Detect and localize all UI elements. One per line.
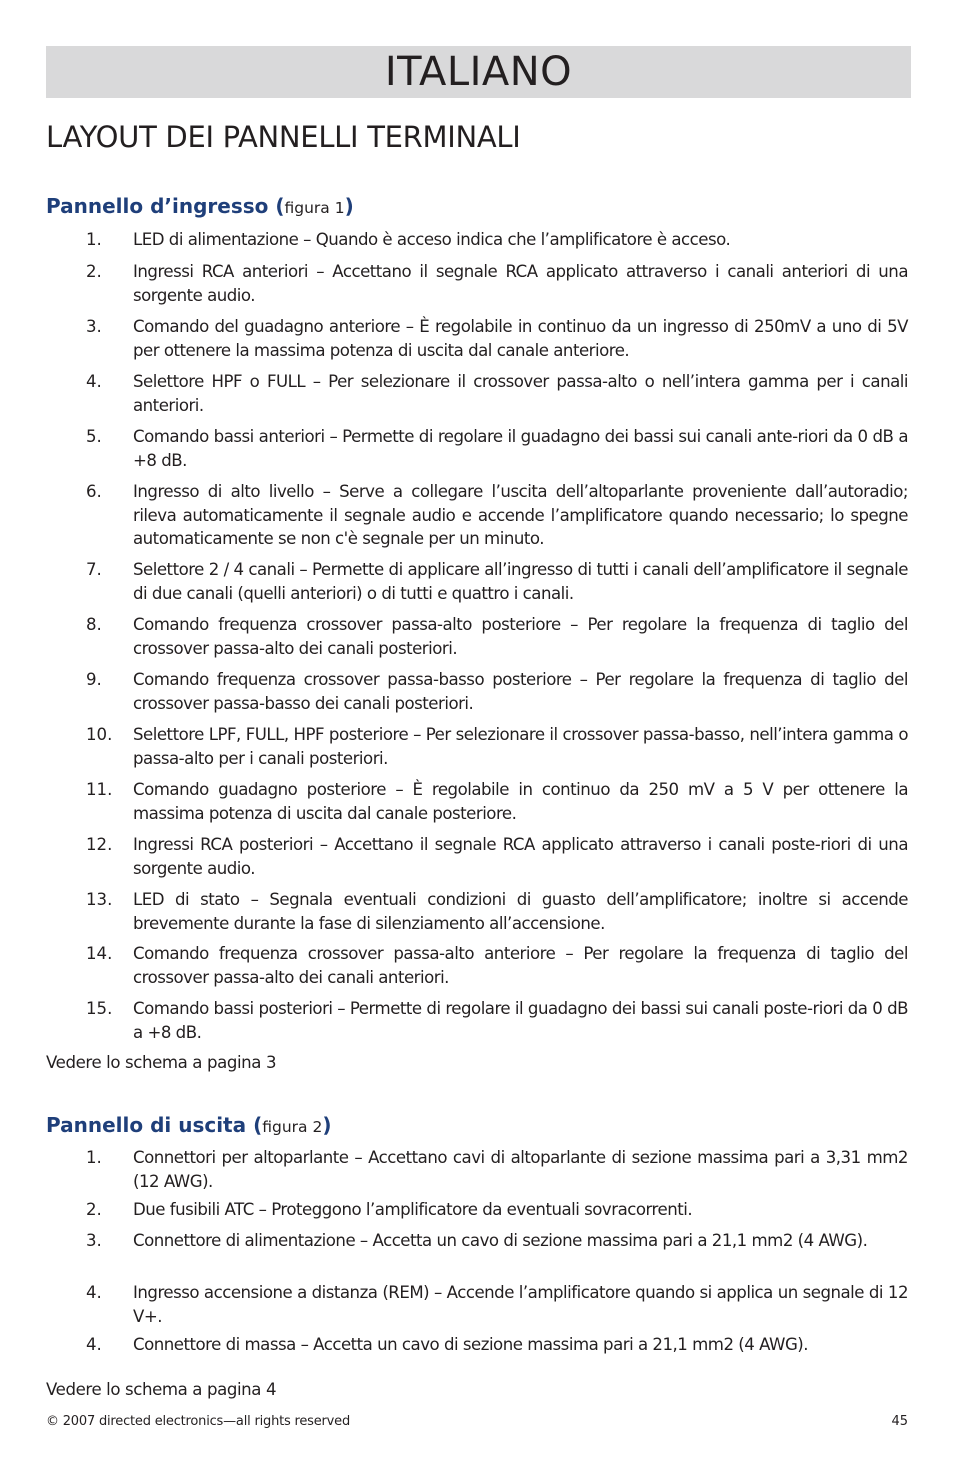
list-item-text: Comando del guadagno anteriore – È regolabile in continuo da un ingresso di 250mV a uno di 5V per ottenere la massima potenza di uscita dal canale anteriore. (133, 317, 908, 360)
output-panel-heading-close: ) (322, 1113, 332, 1137)
output-panel-heading-text: Pannello di uscita ( (46, 1113, 263, 1137)
input-panel-figure-ref: figura 1 (284, 199, 345, 217)
list-item-text: Ingresso di alto livello – Serve a collegare l’uscita dell’altoparlante proveniente dall’autoradio; rileva automaticamente il segnale audio e accende l’amplificatore quando necessario; lo spegne automaticamente se non c'è segnale per un minuto. (133, 482, 908, 549)
input-panel-heading (46, 194, 354, 218)
list-item-text: Connettore di alimentazione – Accetta un cavo di sezione massima pari a 21,1 mm2 (4 AWG). (133, 1231, 868, 1250)
list-item-text: Selettore 2 / 4 canali – Permette di applicare all’ingresso di tutti i canali dell’amplificatore il segnale di due canali (quelli anteriori) o di tutti e quattro i canali. (133, 560, 908, 603)
list-item-text: LED di alimentazione – Quando è acceso indica che l’amplificatore è acceso. (133, 230, 731, 249)
list-item-number: 3. (86, 317, 102, 336)
list-item-number: 15. (86, 999, 113, 1018)
list-item-text: Selettore HPF o FULL – Per selezionare il crossover passa-alto o nell’intera gamma per i canali anteriori. (133, 372, 908, 415)
footer-page-number: 45 (891, 1414, 908, 1429)
list-item-text: Selettore LPF, FULL, HPF posteriore – Per selezionare il crossover passa-basso, nell’intera gamma o passa-alto per i canali posteriori. (133, 725, 908, 768)
list-item-number: 4. (86, 1335, 102, 1354)
section-title: LAYOUT DEI PANNELLI TERMINALI (46, 120, 521, 154)
list-item-number: 10. (86, 725, 113, 744)
list-item-text: Comando guadagno posteriore – È regolabile in continuo da 250 mV a 5 V per ottenere la massima potenza di uscita dal canale posteriore. (133, 780, 908, 823)
output-panel-note: Vedere lo schema a pagina 4 (46, 1380, 277, 1399)
list-item-number: 4. (86, 1283, 102, 1302)
list-item-text: Comando frequenza crossover passa-alto posteriore – Per regolare la frequenza di taglio del crossover passa-alto dei canali posteriori. (133, 615, 908, 658)
footer-copyright: © 2007 directed electronics—all rights reserved (46, 1414, 351, 1429)
list-item-text: Ingresso accensione a distanza (REM) – Accende l’amplificatore quando si applica un segnale di 12 V+. (133, 1283, 908, 1326)
list-item-number: 1. (86, 1148, 102, 1167)
list-item-number: 11. (86, 780, 113, 799)
list-item-text: Connettori per altoparlante – Accettano cavi di altoparlante di sezione massima pari a 3,31 mm2 (12 AWG). (133, 1148, 908, 1191)
list-item-number: 2. (86, 1200, 102, 1219)
list-item-number: 1. (86, 230, 102, 249)
list-item-number: 7. (86, 560, 102, 579)
list-item-text: Connettore di massa – Accetta un cavo di sezione massima pari a 21,1 mm2 (4 AWG). (133, 1335, 809, 1354)
list-item-number: 4. (86, 372, 102, 391)
page-header-title: ITALIANO (384, 49, 573, 95)
list-item-number: 12. (86, 835, 113, 854)
list-item-text: Comando frequenza crossover passa-basso posteriore – Per regolare la frequenza di taglio del crossover passa-basso dei canali posteriori. (133, 670, 908, 713)
list-item-number: 9. (86, 670, 102, 689)
list-item-number: 5. (86, 427, 102, 446)
list-item-text: Comando bassi posteriori – Permette di regolare il guadagno dei bassi sui canali poste-riori da 0 dB a +8 dB. (133, 999, 908, 1042)
list-item-number: 2. (86, 262, 102, 281)
list-item-number: 3. (86, 1231, 102, 1250)
list-item-text: Ingressi RCA anteriori – Accettano il segnale RCA applicato attraverso i canali anteriori di una sorgente audio. (133, 262, 908, 305)
output-panel-heading (46, 1113, 331, 1137)
list-item-text: Due fusibili ATC – Proteggono l’amplificatore da eventuali sovracorrenti. (133, 1200, 693, 1219)
list-item-number: 13. (86, 890, 113, 909)
input-panel-heading-text: Pannello d’ingresso ( (46, 194, 285, 218)
list-item-text: Comando frequenza crossover passa-alto anteriore – Per regolare la frequenza di taglio del crossover passa-alto dei canali anteriori. (133, 944, 908, 987)
list-item-number: 8. (86, 615, 102, 634)
list-item-text: LED di stato – Segnala eventuali condizioni di guasto dell’amplificatore; inoltre si accende brevemente durante la fase di silenziamento all’accensione. (133, 890, 908, 933)
list-item-number: 14. (86, 944, 113, 963)
page-header-band (46, 46, 911, 98)
input-panel-heading-close: ) (344, 194, 354, 218)
list-item-text: Comando bassi anteriori – Permette di regolare il guadagno dei bassi sui canali ante-riori da 0 dB a +8 dB. (133, 427, 908, 470)
list-item-number: 6. (86, 482, 102, 501)
input-panel-note: Vedere lo schema a pagina 3 (46, 1053, 277, 1072)
output-panel-figure-ref: figura 2 (262, 1118, 323, 1136)
list-item-text: Ingressi RCA posteriori – Accettano il segnale RCA applicato attraverso i canali poste-riori di una sorgente audio. (133, 835, 908, 878)
